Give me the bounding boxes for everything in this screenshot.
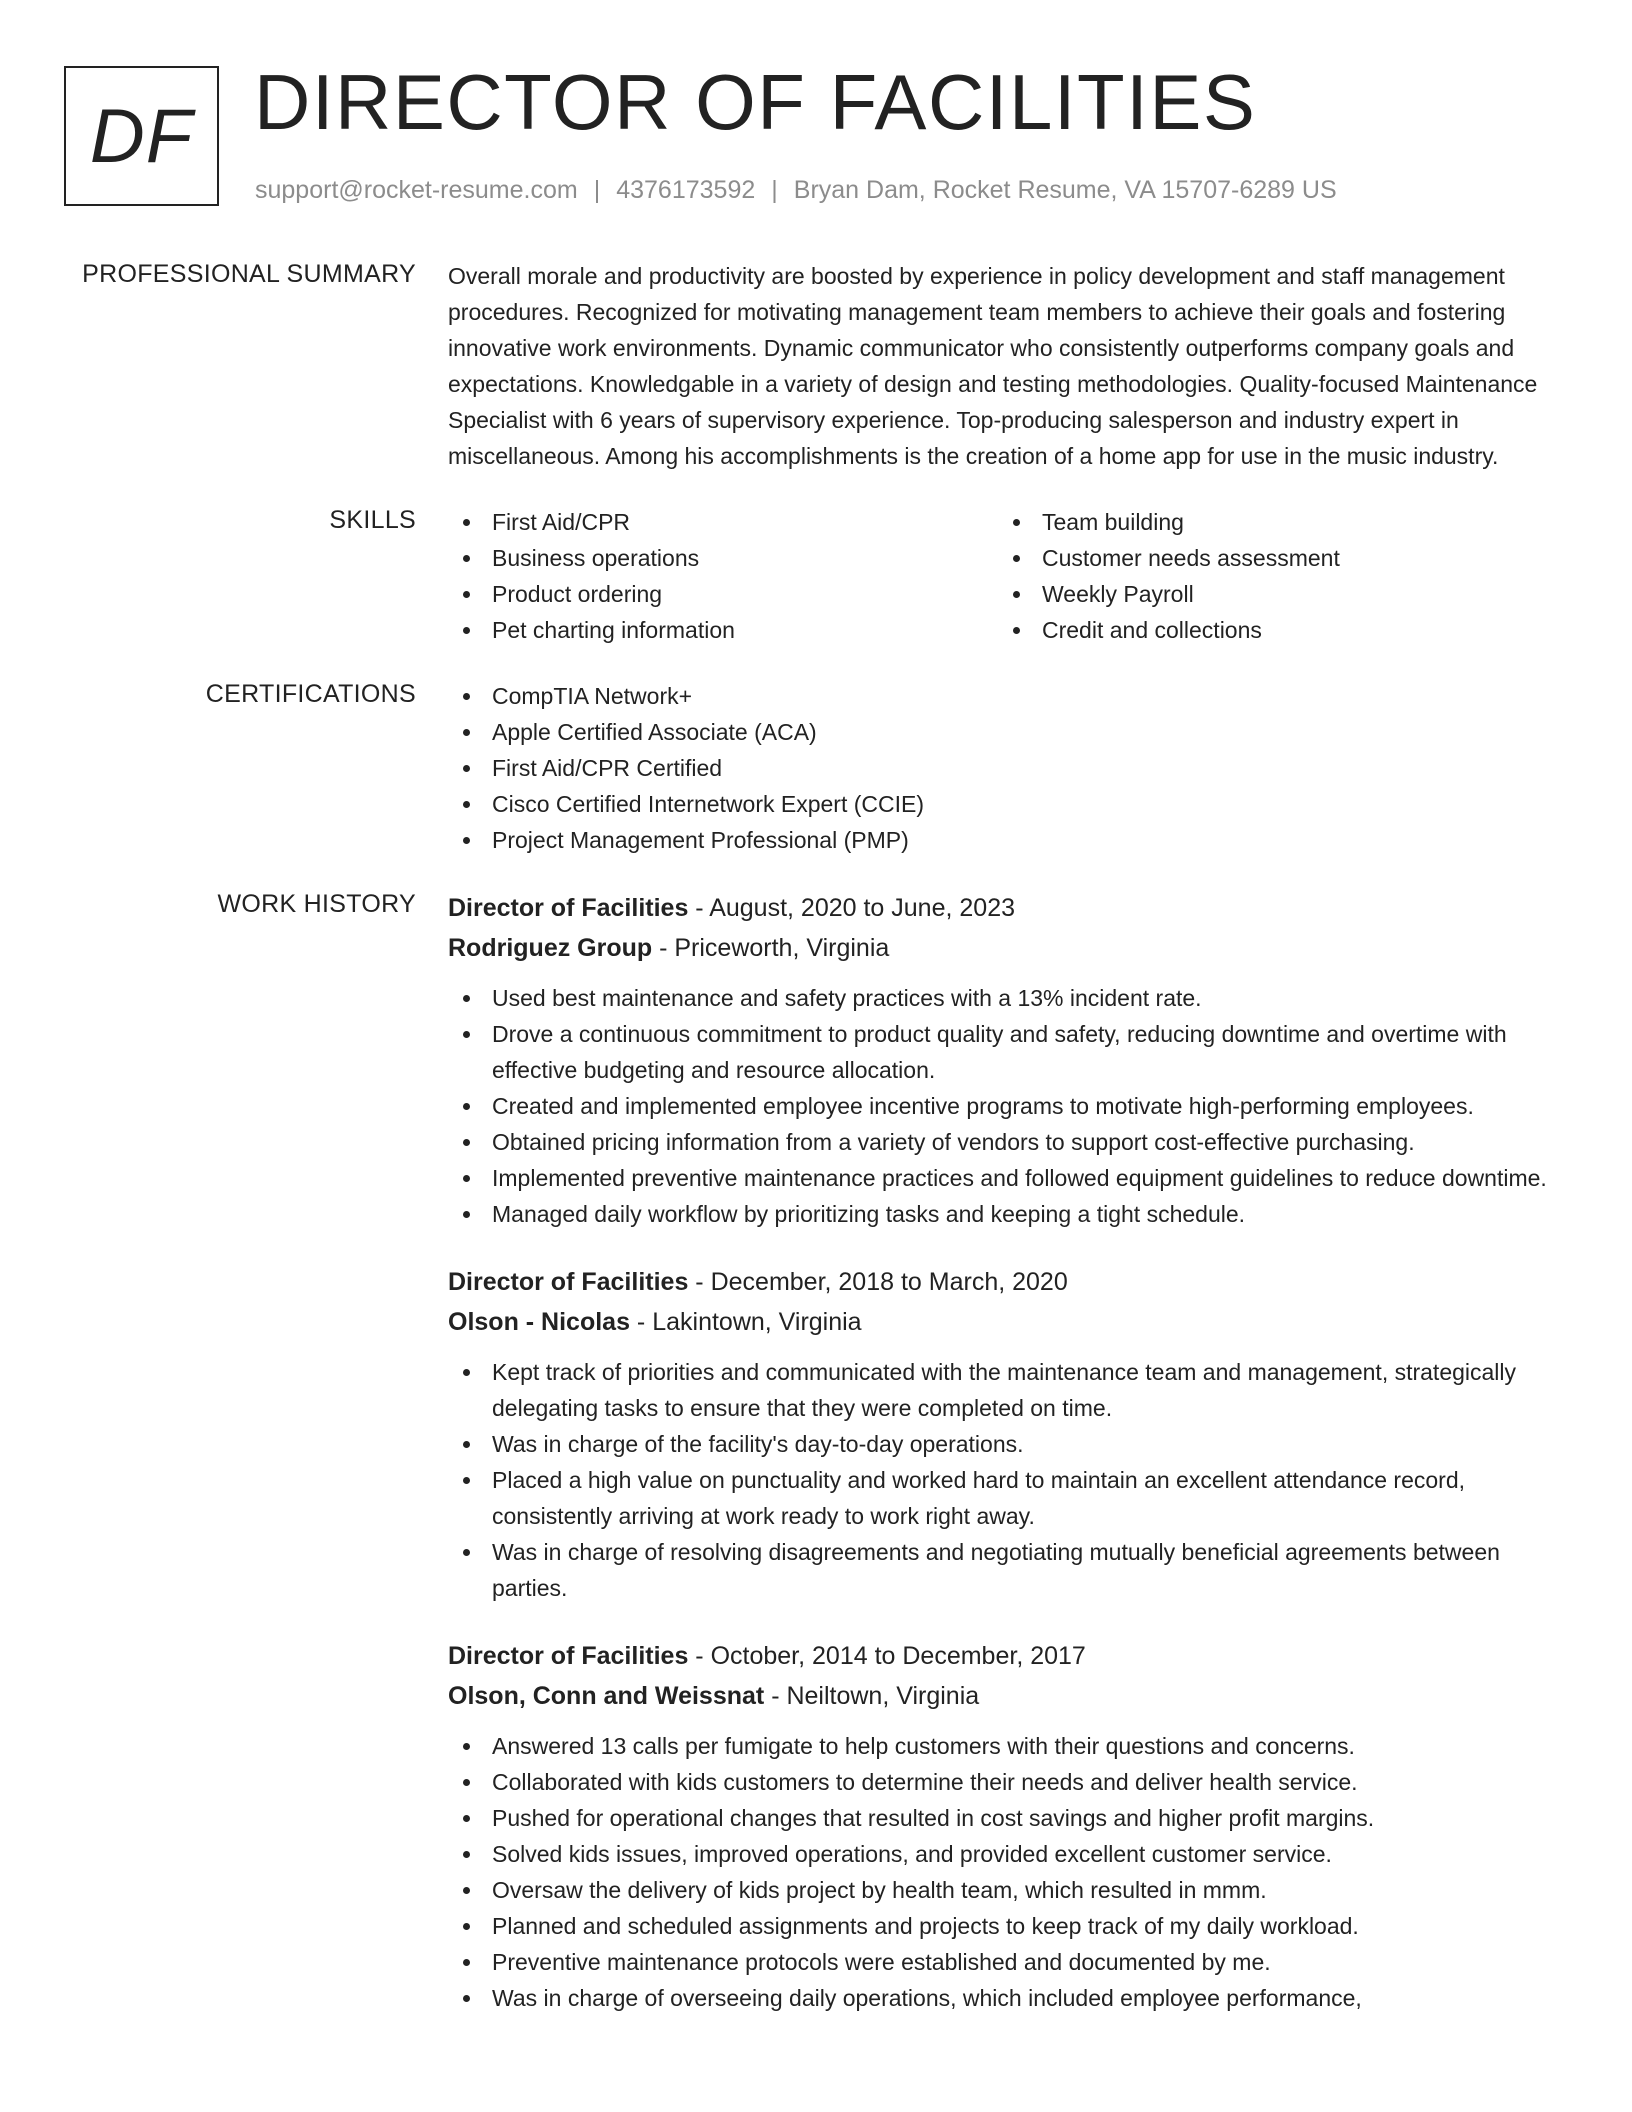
job-bullet: Answered 13 calls per fumigate to help customers with their questions and concerns. (448, 1728, 1560, 1764)
contact-email: support@rocket-resume.com (255, 176, 578, 204)
job-title-line (448, 1636, 1560, 1676)
skills-list-left (448, 504, 998, 648)
job-bullet: Planned and scheduled assignments and projects to keep track of my daily workload. (448, 1908, 1560, 1944)
work-history-section (0, 888, 1632, 2046)
job-title: Director of Facilities (448, 1268, 689, 1296)
job-dates: - December, 2018 to March, 2020 (688, 1268, 1068, 1296)
job-entry (448, 1262, 1560, 1606)
certification-item: CompTIA Network+ (448, 678, 1560, 714)
job-bullets (448, 980, 1560, 1232)
job-dates: - October, 2014 to December, 2017 (688, 1642, 1086, 1670)
job-bullet: Was in charge of overseeing daily operations, which included employee performance, (448, 1980, 1560, 2016)
job-bullet: Implemented preventive maintenance practices and followed equipment guidelines to reduce downtime. (448, 1160, 1560, 1196)
job-title-line (448, 888, 1560, 928)
job-dates: - August, 2020 to June, 2023 (688, 894, 1015, 922)
resume-header (64, 58, 1564, 216)
job-location: - Priceworth, Virginia (652, 934, 890, 962)
job-company: Rodriguez Group (448, 934, 653, 962)
contact-line (255, 174, 1337, 207)
job-bullet: Collaborated with kids customers to determine their needs and deliver health service. (448, 1764, 1560, 1800)
certifications-section (0, 678, 1632, 858)
job-title: Director of Facilities (448, 1642, 689, 1670)
skill-item: Business operations (448, 540, 998, 576)
certification-item: First Aid/CPR Certified (448, 750, 1560, 786)
job-bullet: Kept track of priorities and communicated with the maintenance team and management, strategically delegating tasks to ensure that they were completed on time. (448, 1354, 1560, 1426)
resume-title: DIRECTOR OF FACILITIES (254, 58, 1257, 146)
job-bullet: Created and implemented employee incentive programs to motivate high-performing employees. (448, 1088, 1560, 1124)
job-entry (448, 888, 1560, 1232)
job-bullets (448, 1354, 1560, 1606)
skill-item: Team building (998, 504, 1548, 540)
certification-item: Project Management Professional (PMP) (448, 822, 1560, 858)
job-company-line (448, 928, 1560, 968)
summary-heading: PROFESSIONAL SUMMARY (82, 260, 416, 288)
job-company-line (448, 1302, 1560, 1342)
resume-sections (0, 258, 1632, 2076)
skill-item: First Aid/CPR (448, 504, 998, 540)
job-bullets (448, 1728, 1560, 2016)
work-history-heading: WORK HISTORY (217, 890, 416, 918)
skill-item: Customer needs assessment (998, 540, 1548, 576)
job-bullet: Used best maintenance and safety practices with a 13% incident rate. (448, 980, 1560, 1016)
skill-item: Weekly Payroll (998, 576, 1548, 612)
skill-item: Credit and collections (998, 612, 1548, 648)
job-bullet: Managed daily workflow by prioritizing tasks and keeping a tight schedule. (448, 1196, 1560, 1232)
job-bullet: Drove a continuous commitment to product quality and safety, reducing downtime and overtime with effective budgeting and resource allocation. (448, 1016, 1560, 1088)
contact-separator: | (593, 176, 601, 204)
certification-item: Cisco Certified Internetwork Expert (CCIE) (448, 786, 1560, 822)
job-bullet: Was in charge of the facility's day-to-day operations. (448, 1426, 1560, 1462)
certifications-heading: CERTIFICATIONS (205, 680, 416, 708)
certification-item: Apple Certified Associate (ACA) (448, 714, 1560, 750)
job-company: Olson, Conn and Weissnat (448, 1682, 765, 1710)
job-company: Olson - Nicolas (448, 1308, 630, 1336)
job-entry (448, 1636, 1560, 2016)
certifications-list (448, 678, 1560, 858)
summary-text: Overall morale and productivity are boosted by experience in policy development and staff management procedures. Recognized for motivating management team members to achieve their goals and fostering innovative work environments. Dynamic communicator who consistently outperforms company goals and expectations. Knowledgable in a variety of design and testing methodologies. Quality-focused Maintenance Specialist with 6 years of supervisory experience. Top-producing salesperson and industry expert in miscellaneous. Among his accomplishments is the creation of a home app for use in the music industry. (448, 263, 1538, 469)
skills-heading: SKILLS (329, 506, 416, 534)
contact-phone: 4376173592 (616, 176, 756, 204)
skills-list-right (998, 504, 1548, 648)
job-bullet: Oversaw the delivery of kids project by health team, which resulted in mmm. (448, 1872, 1560, 1908)
job-bullet: Pushed for operational changes that resulted in cost savings and higher profit margins. (448, 1800, 1560, 1836)
job-location: - Lakintown, Virginia (629, 1308, 862, 1336)
monogram-logo: DF (64, 66, 219, 206)
job-bullet: Preventive maintenance protocols were established and documented by me. (448, 1944, 1560, 1980)
job-title: Director of Facilities (448, 894, 689, 922)
skill-item: Product ordering (448, 576, 998, 612)
job-bullet: Was in charge of resolving disagreements and negotiating mutually beneficial agreements between parties. (448, 1534, 1560, 1606)
summary-section (0, 258, 1632, 474)
job-bullet: Obtained pricing information from a variety of vendors to support cost-effective purchasing. (448, 1124, 1560, 1160)
skills-section (0, 504, 1632, 648)
skill-item: Pet charting information (448, 612, 998, 648)
contact-address: Bryan Dam, Rocket Resume, VA 15707-6289 US (793, 176, 1337, 204)
job-bullet: Solved kids issues, improved operations, and provided excellent customer service. (448, 1836, 1560, 1872)
contact-separator: | (771, 176, 778, 204)
job-title-line (448, 1262, 1560, 1302)
job-company-line (448, 1676, 1560, 1716)
job-bullet: Placed a high value on punctuality and worked hard to maintain an excellent attendance record, consistently arriving at work ready to work right away. (448, 1462, 1560, 1534)
job-location: - Neiltown, Virginia (764, 1682, 980, 1710)
